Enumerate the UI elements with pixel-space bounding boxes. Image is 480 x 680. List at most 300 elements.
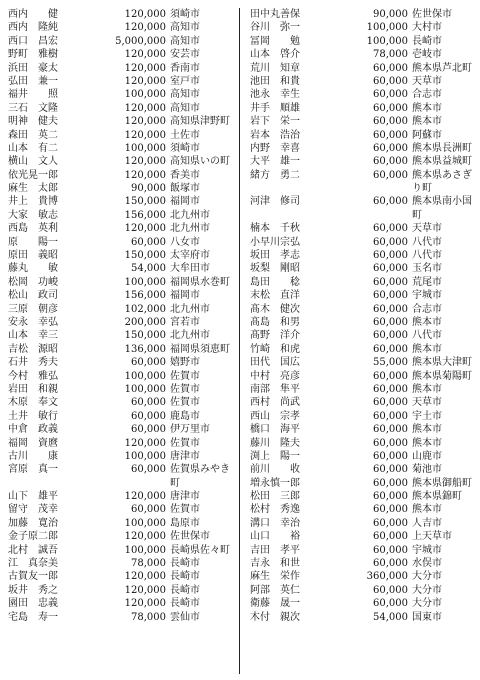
donation-amount: 100,000 [124,517,166,529]
donation-amount: 60,000 [373,504,408,516]
list-item [250,289,478,302]
donor-location: 佐世保市 [170,531,210,543]
donor-name: 西山 宗孝 [250,410,300,422]
donor-name: 古賀友一郎 [8,571,58,583]
donor-name: 池永 幸生 [250,89,300,101]
donation-amount: 60,000 [373,397,408,409]
donor-name: 大平 雄一 [250,156,300,168]
donation-amount: 120,000 [124,571,166,583]
donor-location: 熊本県菊陽町 [412,370,472,382]
donation-amount: 100,000 [124,450,166,462]
donor-name: 山本 有二 [8,142,58,154]
list-item [8,209,236,222]
list-item [250,48,478,61]
donor-location: 熊本県大津町 [412,357,472,369]
donation-amount: 60,000 [373,223,408,235]
donor-location: 高知県いの町 [170,156,230,168]
donor-name: 西島 英利 [8,223,58,235]
donation-amount: 60,000 [373,196,408,208]
list-item [250,530,478,543]
donation-amount: 60,000 [373,116,408,128]
donor-name: 金子原二郎 [8,531,58,543]
donor-name: 北村 誠吾 [8,544,58,556]
list-item [250,570,478,583]
donor-location: 熊本県長洲町 [412,142,472,154]
donor-location: 大分市 [412,584,442,596]
donor-location: 熊本県益城町 [412,156,472,168]
donation-amount: 100,000 [124,370,166,382]
list-item [8,410,236,423]
donor-name: 宮原 真一 [8,464,58,476]
list-item [250,236,478,249]
donor-name: 山本 幸三 [8,330,58,342]
donor-name: 河津 修司 [250,196,300,208]
donor-location: 熊本県あさぎり町 [412,169,472,195]
list-item [250,450,478,463]
donation-amount: 60,000 [373,75,408,87]
donor-location: 大分市 [412,598,442,610]
donation-amount: 60,000 [373,169,408,181]
list-item [8,611,236,624]
list-item [250,396,478,409]
donor-location: 宇城市 [412,290,442,302]
left-column [8,8,236,624]
donation-amount: 60,000 [373,383,408,395]
donation-amount: 102,000 [124,303,166,315]
donor-location: 飯塚市 [170,183,200,195]
donor-location: 高知市 [170,35,200,47]
list-item [8,21,236,34]
list-item [8,423,236,436]
list-item [250,329,478,342]
donor-location: 宮若市 [170,316,200,328]
donation-amount: 150,000 [124,196,166,208]
donation-amount: 156,000 [124,290,166,302]
list-item [8,182,236,195]
donor-name: 岩下 栄一 [250,116,300,128]
donor-name: 古川 康 [8,450,58,462]
donor-location: 福岡市 [170,290,200,302]
list-item [250,356,478,369]
list-item [8,88,236,101]
donation-amount: 60,000 [131,424,166,436]
donor-location: 福岡県水巻町 [170,276,230,288]
donor-name: 園田 忠義 [8,598,58,610]
donor-name: 松村 秀逸 [250,504,300,516]
list-item [250,463,478,476]
list-item [250,597,478,610]
donor-name: 江 真奈美 [8,558,58,570]
donor-name: 西口 昌宏 [8,35,58,47]
donor-name: 木原 奉文 [8,397,58,409]
list-item [250,584,478,597]
list-item [250,410,478,423]
list-item [8,48,236,61]
donor-name: 石井 秀夫 [8,357,58,369]
donor-name: 髙島 和男 [250,317,300,329]
list-item [250,62,478,75]
donor-name: 山本 啓介 [250,49,300,61]
list-item [8,8,236,21]
donation-amount: 60,000 [373,102,408,114]
donation-amount: 360,000 [366,571,408,583]
list-item [8,195,236,208]
donation-amount: 60,000 [373,317,408,329]
list-item [250,88,478,101]
donor-location: 福岡県須恵町 [170,343,230,355]
list-item [8,383,236,396]
list-item [8,222,236,235]
donor-name: 田中丸善保 [250,9,300,20]
donor-name: 藤丸 敏 [8,263,58,275]
donor-location: 北九州市 [170,209,210,221]
list-item [250,490,478,503]
list-item [8,249,236,262]
list-item [250,557,478,570]
donor-location: 須崎市 [170,142,200,154]
donor-location: 合志市 [412,89,442,101]
donation-amount: 120,000 [124,102,166,114]
list-item [8,396,236,409]
donation-amount: 60,000 [373,491,408,503]
donor-name: 山口 裕 [250,531,300,543]
list-item [8,276,236,289]
donor-name: 留守 茂幸 [8,504,58,516]
donor-location: 熊本市 [412,383,442,395]
donor-location: 伊万里市 [170,424,210,436]
donation-amount: 200,000 [124,316,166,328]
donation-amount: 100,000 [366,22,408,34]
donor-location: 長崎市 [170,558,200,570]
donor-name: 松田 三郎 [250,491,300,503]
donor-name: 木付 親次 [250,611,300,623]
donor-location: 山鹿市 [412,450,442,462]
list-item [8,289,236,302]
list-item [250,195,478,222]
donor-location: 福岡市 [170,196,200,208]
list-item [8,503,236,516]
donation-amount: 60,000 [373,531,408,543]
donor-name: 田代 国広 [250,357,300,369]
donor-name: 吉田 孝平 [250,544,300,556]
donor-name: 岩本 浩治 [250,129,300,141]
donor-name: 谷川 弥一 [250,22,300,34]
donor-location: 太宰府市 [170,250,210,262]
donor-location: 八女市 [170,236,200,248]
list-item [8,75,236,88]
list-item [250,503,478,516]
list-item [8,236,236,249]
list-item [8,584,236,597]
list-item [8,356,236,369]
donor-name: 今村 雅弘 [8,370,58,382]
donor-location: 佐賀県みやき町 [170,464,230,489]
donation-amount: 120,000 [124,129,166,141]
donation-amount: 100,000 [124,276,166,288]
donation-amount: 54,000 [373,611,408,623]
donor-name: 加藤 寛治 [8,517,58,529]
donor-location: 北九州市 [170,223,210,235]
list-item [250,316,478,329]
column-divider [239,8,240,674]
donation-amount: 120,000 [124,116,166,128]
list-item [250,75,478,88]
donor-name: 松岡 功峻 [8,276,58,288]
donor-location: 土佐市 [170,129,200,141]
donor-location: 長崎市 [170,571,200,583]
donor-location: 熊本市 [412,116,442,128]
donor-location: 天草市 [412,75,442,87]
donor-location: 鹿島市 [170,410,200,422]
donor-name: 安永 幸弘 [8,316,58,328]
donor-location: 八代市 [412,250,442,262]
donor-location: 唐津市 [170,450,200,462]
list-item [8,129,236,142]
donor-location: 熊本市 [412,102,442,114]
donor-name: 西内 健 [8,9,58,20]
donor-name: 土井 敏行 [8,410,58,422]
donor-name: 原田 義昭 [8,250,58,262]
donation-amount: 60,000 [131,504,166,516]
donation-amount: 60,000 [131,464,166,476]
donor-location: 高知県津野町 [170,116,230,128]
donor-location: 宇城市 [412,544,442,556]
donation-amount: 150,000 [124,250,166,262]
donation-amount: 60,000 [373,584,408,596]
donation-amount: 120,000 [124,22,166,34]
donation-amount: 60,000 [373,464,408,476]
list-item [250,169,478,196]
donor-location: 長崎県佐々町 [170,544,230,556]
donor-name: 原 陽一 [8,236,58,248]
donor-name: 溝口 幸治 [250,517,300,529]
donor-name: 麻生 太郎 [8,183,58,195]
donor-location: 熊本市 [412,437,442,449]
donation-amount: 78,000 [373,49,408,61]
donation-amount: 60,000 [373,276,408,288]
donor-name: 阿部 英仁 [250,584,300,596]
donor-location: 長崎市 [170,598,200,610]
list-item [250,35,478,48]
donor-name: 楠本 千秋 [250,223,300,235]
donor-location: 佐世保市 [412,9,452,20]
donor-name: 坂梨 剛昭 [250,263,300,275]
donation-amount: 60,000 [373,330,408,342]
donor-location: 須崎市 [170,9,200,20]
donor-location: 壱岐市 [412,49,442,61]
donor-location: 北九州市 [170,303,210,315]
list-item [250,544,478,557]
list-item [250,142,478,155]
list-item [250,370,478,383]
donor-location: 天草市 [412,223,442,235]
donation-amount: 60,000 [373,437,408,449]
donation-amount: 78,000 [131,558,166,570]
donor-name: 池田 和貴 [250,75,300,87]
list-item [8,490,236,503]
list-item [8,169,236,182]
donor-name: 浜田 豪太 [8,62,58,74]
donor-name: 依光晃一郎 [8,169,58,181]
donor-location: 佐賀市 [170,383,200,395]
donor-name: 小早川宗弘 [250,236,300,248]
donor-location: 熊本県御船町 [412,477,472,489]
donor-location: 大村市 [412,22,442,34]
donor-name: 荒川 知章 [250,62,300,74]
donor-location: 安芸市 [170,49,200,61]
donation-amount: 120,000 [124,531,166,543]
list-item [250,611,478,624]
list-item [250,102,478,115]
donation-amount: 60,000 [373,410,408,422]
donor-name: 衛藤 晟一 [250,598,300,610]
donation-amount: 60,000 [373,544,408,556]
list-item [8,570,236,583]
donor-name: 三原 朝彦 [8,303,58,315]
donor-location: 大分市 [412,571,442,583]
list-item [250,249,478,262]
donation-amount: 60,000 [373,303,408,315]
list-item [8,463,236,490]
donation-amount: 60,000 [373,142,408,154]
donor-name: 末松 直洋 [250,290,300,302]
donor-name: 岩田 和親 [8,383,58,395]
donation-amount: 100,000 [124,383,166,395]
donation-amount: 120,000 [124,75,166,87]
donation-amount: 100,000 [124,544,166,556]
donor-name: 松山 政司 [8,290,58,302]
donation-amount: 60,000 [131,397,166,409]
list-item [250,262,478,275]
donation-amount: 120,000 [124,49,166,61]
donor-location: 天草市 [412,397,442,409]
list-item [8,303,236,316]
donation-amount: 90,000 [131,183,166,195]
list-item [8,544,236,557]
list-item [8,450,236,463]
list-item [8,35,236,48]
donor-location: 唐津市 [170,491,200,503]
right-column [250,8,478,624]
donor-location: 香美市 [170,169,200,181]
donation-amount: 60,000 [373,263,408,275]
donation-amount: 60,000 [373,477,408,489]
donor-location: 人吉市 [412,517,442,529]
donor-name: 中倉 政義 [8,424,58,436]
donation-amount: 60,000 [373,236,408,248]
donor-name: 野町 雅樹 [8,49,58,61]
list-item [250,155,478,168]
donor-name: 橋口 海平 [250,424,300,436]
list-item [250,383,478,396]
donor-name: 井上 貴博 [8,196,58,208]
donation-amount: 60,000 [373,598,408,610]
donor-name: 中村 亮彦 [250,370,300,382]
donor-location: 佐賀市 [170,504,200,516]
donor-name: 竹崎 和虎 [250,343,300,355]
donation-amount: 120,000 [124,223,166,235]
donor-location: 熊本県芦北町 [412,62,472,74]
donation-amount: 120,000 [124,62,166,74]
donor-name: 吉松 源昭 [8,343,58,355]
list-item [8,517,236,530]
donor-location: 佐賀市 [170,397,200,409]
donor-name: 西内 隆純 [8,22,58,34]
donor-location: 雲仙市 [170,611,200,623]
donor-location: 熊本県錦町 [412,491,462,503]
donation-amount: 60,000 [373,517,408,529]
list-item [250,115,478,128]
list-item [250,21,478,34]
list-item [8,115,236,128]
donation-amount: 136,000 [124,343,166,355]
list-item [8,530,236,543]
donor-location: 室戸市 [170,75,200,87]
donor-location: 熊本市 [412,504,442,516]
donor-location: 荒尾市 [412,276,442,288]
donor-name: 横山 文人 [8,156,58,168]
list-item [8,142,236,155]
donation-amount: 55,000 [373,357,408,369]
donor-location: 嬉野市 [170,357,200,369]
donation-amount: 60,000 [373,450,408,462]
list-item [250,437,478,450]
donation-amount: 120,000 [124,491,166,503]
donation-amount: 150,000 [124,330,166,342]
donation-amount: 120,000 [124,9,166,20]
donor-location: 熊本市 [412,343,442,355]
list-item [8,329,236,342]
donor-location: 熊本市 [412,317,442,329]
list-item [8,262,236,275]
list-item [250,343,478,356]
list-item [8,437,236,450]
donor-name: 前川 收 [250,464,300,476]
list-item [8,155,236,168]
donor-name: 弘田 兼一 [8,75,58,87]
donor-location: 水俣市 [412,558,442,570]
donation-amount: 120,000 [124,156,166,168]
donor-name: 麻生 栄作 [250,571,300,583]
donation-amount: 60,000 [373,250,408,262]
donor-name: 井手 順雄 [250,102,300,114]
donation-amount: 60,000 [373,558,408,570]
donor-location: 大牟田市 [170,263,210,275]
donor-name: 西村 尚武 [250,397,300,409]
donor-name: 内野 幸喜 [250,142,300,154]
list-item [250,222,478,235]
donor-name: 冨岡 勉 [250,35,300,47]
donor-location: 八代市 [412,236,442,248]
donor-location: 八代市 [412,330,442,342]
list-item [250,129,478,142]
donor-location: 熊本市 [412,424,442,436]
donation-amount: 60,000 [373,424,408,436]
list-item [250,423,478,436]
donor-location: 合志市 [412,303,442,315]
donor-name: 髙野 洋介 [250,330,300,342]
donor-location: 香南市 [170,62,200,74]
donation-amount: 60,000 [373,343,408,355]
donor-location: 阿蘇市 [412,129,442,141]
donor-name: 大家 敏志 [8,209,58,221]
donor-location: 島原市 [170,517,200,529]
donor-name: 坂田 孝志 [250,250,300,262]
donor-location: 長崎市 [170,584,200,596]
list-item [8,62,236,75]
list-item [250,276,478,289]
donation-amount: 60,000 [131,236,166,248]
